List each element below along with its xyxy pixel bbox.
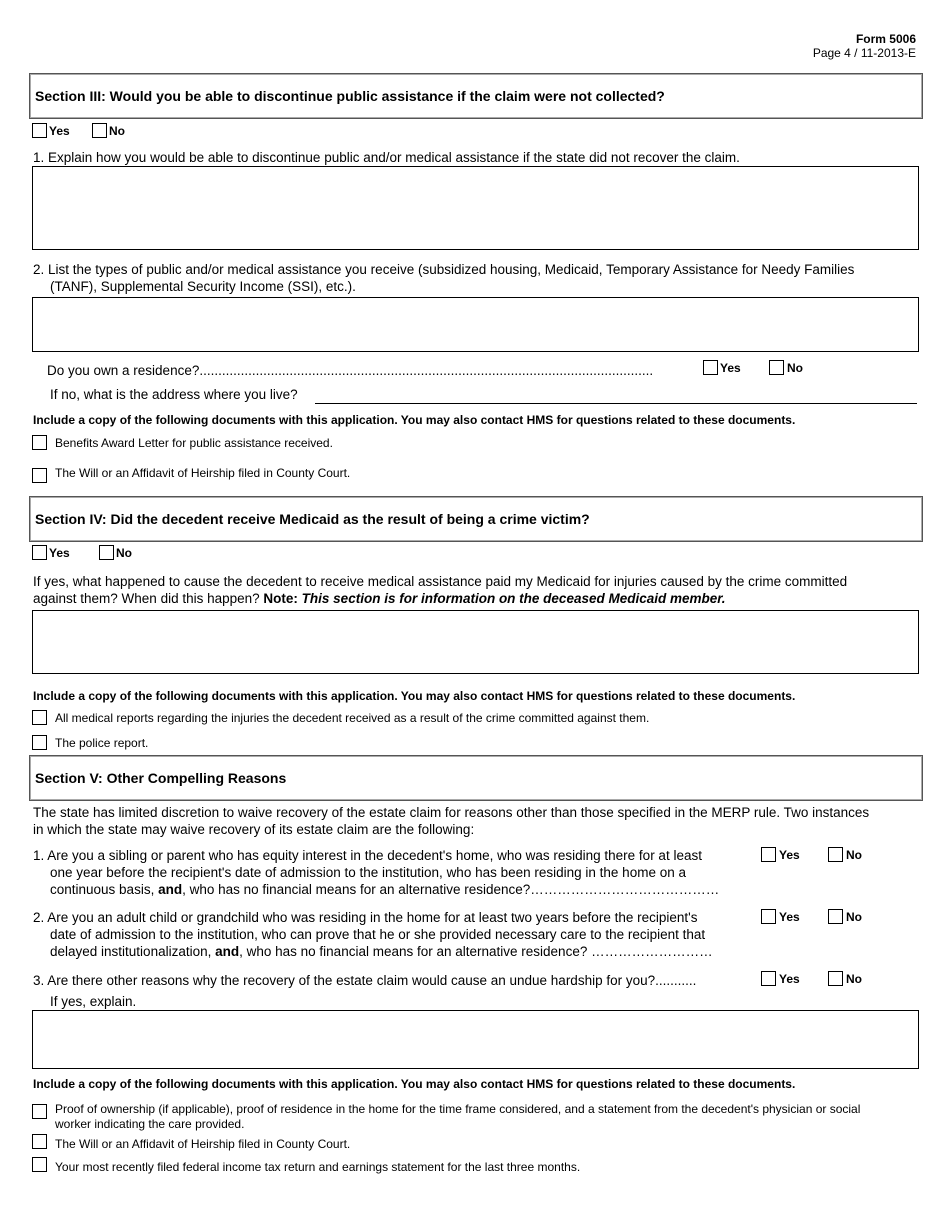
section-3-question-1: 1. Explain how you would be able to discontinue public and/or medical assistance if the state did not recover the claim.	[33, 150, 740, 165]
section-5-question-1-line-3	[50, 881, 719, 898]
section-5-question-2-line-1: 2. Are you an adult child or grandchild who was residing in the home for at least two years before the recipient's	[33, 910, 698, 925]
section-5-question-1-line-2: one year before the recipient's date of admission to the institution, who has been residing in the home on a	[50, 865, 686, 880]
section-5-q1-yes-label: Yes	[779, 848, 800, 862]
section-3-title: Section III: Would you be able to discontinue public assistance if the claim were not collected?	[35, 88, 665, 104]
section-3-include-note: Include a copy of the following documents with this application. You may also contact HMS for questions related to these documents.	[33, 413, 796, 427]
section-5-intro-line-2: in which the state may waive recovery of its estate claim are the following:	[33, 822, 475, 837]
section-5-explain-box[interactable]	[32, 1010, 919, 1069]
own-residence-no-checkbox[interactable]	[769, 360, 784, 375]
section-4-note-text: This section is for information on the deceased Medicaid member.	[301, 591, 726, 606]
section-5-q3-no-checkbox[interactable]	[828, 971, 843, 986]
section-5-will-affidavit-checkbox[interactable]	[32, 1134, 47, 1149]
section-4-note-label: Note:	[263, 591, 298, 606]
section-4-no-checkbox[interactable]	[99, 545, 114, 560]
section-5-question-2-and: and	[215, 944, 240, 959]
section-3-no-label: No	[109, 124, 125, 138]
medical-reports-label: All medical reports regarding the injuries the decedent received as a result of the crime committed against them.	[55, 711, 650, 725]
medical-reports-checkbox[interactable]	[32, 710, 47, 725]
section-3-yes-checkbox[interactable]	[32, 123, 47, 138]
section-3-will-affidavit-label: The Will or an Affidavit of Heirship filed in County Court.	[55, 466, 351, 480]
page-info: Page 4 / 11-2013-E	[812, 46, 916, 60]
section-4-question-line-2-text: against them? When did this happen?	[33, 591, 264, 606]
section-5-include-note: Include a copy of the following documents with this application. You may also contact HMS for questions related to these documents.	[33, 1077, 796, 1091]
section-3-answer-2-box[interactable]	[32, 297, 919, 352]
section-5-title: Section V: Other Compelling Reasons	[35, 770, 287, 786]
section-3-question-2-line-1: 2. List the types of public and/or medical assistance you receive (subsidized housing, Medicaid, Temporary Assistance for Needy Families	[33, 262, 855, 277]
section-4-title: Section IV: Did the decedent receive Medicaid as the result of being a crime victim?	[35, 511, 590, 527]
section-5-q3-yes-checkbox[interactable]	[761, 971, 776, 986]
police-report-label: The police report.	[55, 736, 149, 750]
section-4-yes-checkbox[interactable]	[32, 545, 47, 560]
own-residence-yes-label: Yes	[720, 361, 741, 375]
address-input-line[interactable]	[315, 403, 917, 404]
section-5-question-1-line-3-end: , who has no financial means for an alternative residence?……………………………………	[182, 882, 720, 897]
section-5-q2-yes-checkbox[interactable]	[761, 909, 776, 924]
benefits-award-letter-label: Benefits Award Letter for public assistance received.	[55, 436, 333, 450]
proof-of-ownership-checkbox[interactable]	[32, 1104, 47, 1119]
section-4-header	[29, 496, 923, 542]
section-5-question-2-line-3-end: , who has no financial means for an alternative residence? ………………………	[239, 944, 713, 959]
section-5-question-3-line-2: If yes, explain.	[50, 994, 137, 1009]
section-5-q1-no-label: No	[846, 848, 862, 862]
police-report-checkbox[interactable]	[32, 735, 47, 750]
section-5-header	[29, 755, 923, 801]
section-5-will-affidavit-label: The Will or an Affidavit of Heirship filed in County Court.	[55, 1137, 351, 1151]
section-5-q3-no-label: No	[846, 972, 862, 986]
section-5-q2-no-checkbox[interactable]	[828, 909, 843, 924]
section-3-answer-1-box[interactable]	[32, 166, 919, 250]
section-5-question-2-line-2: date of admission to the institution, who can prove that he or she provided necessary care to the recipient that	[50, 927, 706, 942]
own-residence-question: Do you own a residence?.........................................................................................................................	[47, 363, 654, 378]
section-5-intro-line-1: The state has limited discretion to waive recovery of the estate claim for reasons other than those specified in the MERP rule. Two instances	[33, 805, 870, 820]
section-4-question-line-1: If yes, what happened to cause the decedent to receive medical assistance paid my Medicaid for injuries caused by the crime committed	[33, 574, 848, 589]
proof-of-ownership-line-1: Proof of ownership (if applicable), proof of residence in the home for the time frame considered, and a statement from the decedent's physician or social	[55, 1102, 861, 1116]
section-5-q2-no-label: No	[846, 910, 862, 924]
section-5-question-1-and: and	[158, 882, 183, 897]
section-3-header	[29, 73, 923, 119]
section-4-no-label: No	[116, 546, 132, 560]
section-3-will-affidavit-checkbox[interactable]	[32, 468, 47, 483]
section-3-no-checkbox[interactable]	[92, 123, 107, 138]
section-5-question-2-line-3	[50, 943, 713, 960]
section-5-q1-no-checkbox[interactable]	[828, 847, 843, 862]
tax-return-label: Your most recently filed federal income tax return and earnings statement for the last three months.	[55, 1160, 581, 1174]
section-4-question-line-2	[33, 590, 726, 607]
section-5-q2-yes-label: Yes	[779, 910, 800, 924]
section-3-yes-label: Yes	[49, 124, 70, 138]
proof-of-ownership-line-2: worker indicating the care provided.	[55, 1117, 245, 1131]
own-residence-no-label: No	[787, 361, 803, 375]
tax-return-checkbox[interactable]	[32, 1157, 47, 1172]
section-4-include-note: Include a copy of the following documents with this application. You may also contact HMS for questions related to these documents.	[33, 689, 796, 703]
section-4-yes-label: Yes	[49, 546, 70, 560]
section-5-question-1-line-3-start: continuous basis,	[50, 882, 159, 897]
benefits-award-letter-checkbox[interactable]	[32, 435, 47, 450]
address-question: If no, what is the address where you live?	[50, 387, 298, 402]
own-residence-yes-checkbox[interactable]	[703, 360, 718, 375]
form-header	[813, 32, 916, 60]
section-4-answer-box[interactable]	[32, 610, 919, 674]
section-5-question-3-line-1: 3. Are there other reasons why the recovery of the estate claim would cause an undue hardship for you?...........	[33, 973, 697, 988]
section-5-q3-yes-label: Yes	[779, 972, 800, 986]
form-number: Form 5006	[855, 32, 916, 46]
section-3-question-2-line-2: (TANF), Supplemental Security Income (SSI), etc.).	[50, 279, 356, 294]
section-5-question-2-line-3-start: delayed institutionalization,	[50, 944, 216, 959]
section-5-q1-yes-checkbox[interactable]	[761, 847, 776, 862]
section-5-question-1-line-1: 1. Are you a sibling or parent who has equity interest in the decedent's home, who was residing there for at least	[33, 848, 702, 863]
